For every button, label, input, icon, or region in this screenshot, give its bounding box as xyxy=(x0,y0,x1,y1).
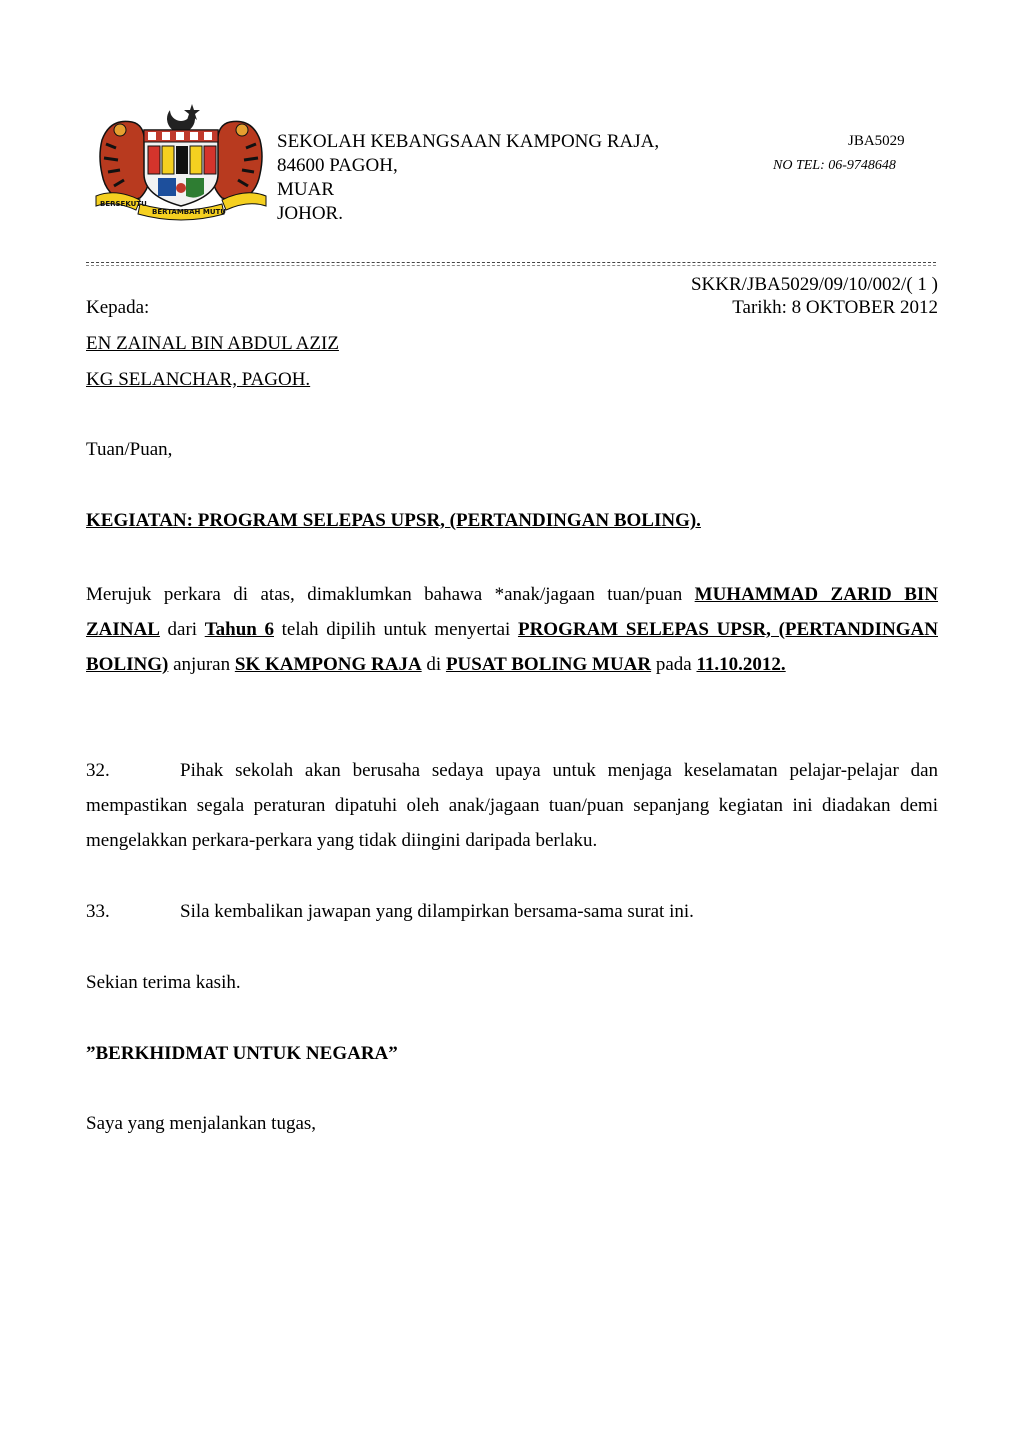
p1-intro: Merujuk perkara di atas, dimaklumkan bahawa *anak/jagaan tuan/puan xyxy=(86,584,695,605)
crest-motto-left: BERSEKUTU xyxy=(100,200,147,208)
salutation: Tuan/Puan, xyxy=(86,439,173,460)
p1-from: dari xyxy=(159,619,205,640)
reference-number: SKKR/JBA5029/09/10/002/( 1 ) xyxy=(690,274,938,295)
p2-number: 32. xyxy=(86,760,110,781)
sign-off: Saya yang menjalankan tugas, xyxy=(86,1113,317,1134)
p1-at: di xyxy=(421,654,446,675)
phone-number: NO TEL: 06-9748648 xyxy=(773,158,896,173)
header-divider xyxy=(86,262,936,263)
student-class: Tahun 6 xyxy=(204,619,274,640)
program-name: PROGRAM SELEPAS UPSR, (PERTANDINGAN BOLING) xyxy=(86,619,938,675)
venue: PUSAT BOLING MUAR xyxy=(445,654,652,675)
closing: Sekian terima kasih. xyxy=(86,972,241,993)
paragraph-2 xyxy=(86,753,938,858)
recipient-address: KG SELANCHAR, PAGOH. xyxy=(86,369,311,390)
crest-motto-mid: BERTAMBAH MUTU xyxy=(152,208,226,216)
p2-text: Pihak sekolah akan berusaha sedaya upaya untuk menjaga keselamatan pelajar-pelajar dan mempastikan segala peraturan dipatuhi oleh anak/jagaan tuan/puan sepanjang kegiatan ini diadakan demi mengelakkan perkara-perkara yang tidak diingini daripada berlaku. xyxy=(86,760,938,851)
p1-selected: telah dipilih untuk menyertai xyxy=(274,619,518,640)
district: MUAR xyxy=(277,179,335,200)
motto: ”BERKHIDMAT UNTUK NEGARA” xyxy=(86,1043,398,1064)
p1-on: pada xyxy=(651,654,697,675)
postcode-town: 84600 PAGOH, xyxy=(277,155,398,176)
letter-date: Tarikh: 8 OKTOBER 2012 xyxy=(732,297,938,318)
p3-text: Sila kembalikan jawapan yang dilampirkan bersama-sama surat ini. xyxy=(180,901,694,922)
subject-line: KEGIATAN: PROGRAM SELEPAS UPSR, (PERTANDINGAN BOLING). xyxy=(86,510,701,531)
paragraph-1 xyxy=(86,577,938,682)
school-name: SEKOLAH KEBANGSAAN KAMPONG RAJA, xyxy=(277,131,660,152)
school-address xyxy=(277,130,659,226)
event-date: 11.10.2012. xyxy=(696,654,786,675)
p1-organised: anjuran xyxy=(168,654,235,675)
header-divider-2 xyxy=(86,265,936,266)
state: JOHOR. xyxy=(277,203,343,224)
recipient-name: EN ZAINAL BIN ABDUL AZIZ xyxy=(86,333,339,354)
paragraph-3 xyxy=(86,901,694,923)
school-code: JBA5029 xyxy=(848,133,905,149)
organiser: SK KAMPONG RAJA xyxy=(234,654,422,675)
student-name: MUHAMMAD ZARID BIN ZAINAL xyxy=(86,584,939,640)
coat-of-arms-logo xyxy=(92,100,270,222)
to-label: Kepada: xyxy=(86,297,150,318)
p3-number: 33. xyxy=(86,901,110,922)
